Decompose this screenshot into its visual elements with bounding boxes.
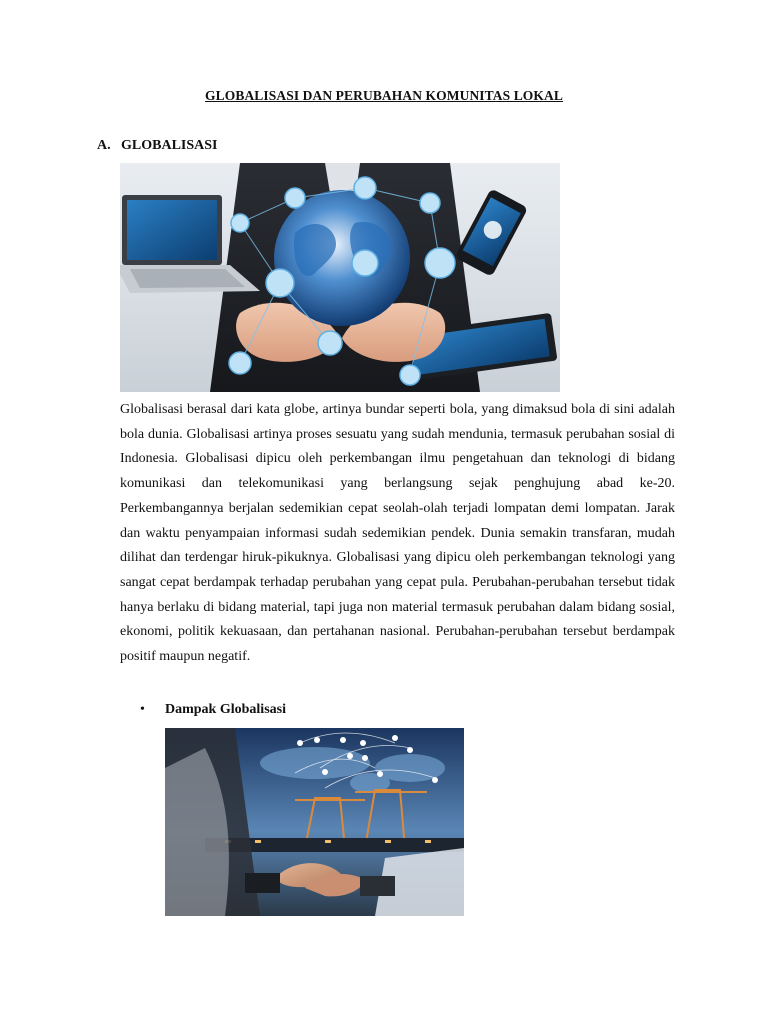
section-heading-text: GLOBALISASI (121, 138, 218, 153)
bullet-item (140, 702, 286, 718)
bullet-symbol: • (140, 702, 145, 717)
globalization-illustration (120, 163, 560, 392)
impact-illustration (165, 728, 464, 916)
globalization-impact-image (165, 728, 464, 916)
section-number: A. (97, 138, 111, 153)
globalization-technology-image (120, 163, 560, 392)
body-paragraph: Globalisasi berasal dari kata globe, artinya bundar seperti bola, yang dimaksud bola di sini adalah bola dunia. Globalisasi artinya proses sesuatu yang sudah mendunia, termasuk perubahan sosial di Indonesia. Globalisasi dipicu oleh perkembangan ilmu pengetahuan dan teknologi di bidang komunikasi dan telekomunikasi yang berlangsung sejak penghujung abad ke-20. Perkembangannya berjalan sedemikian cepat seolah-olah terjadi lompatan demi lompatan. Jarak dan waktu penyampaian informasi sudah sedemikian pendek. Dunia semakin transfaran, mudah dilihat dan terdengar hiruk-pikuknya. Globalisasi yang dipicu oleh perkembangan teknologi yang sangat cepat berdampak terhadap perubahan yang cepat pula. Perubahan-perubahan tersebut tidak hanya berlaku di bidang material, tapi juga non material termasuk perubahan dalam bidang sosial, ekonomi, politik kekuasaan, dan pertahanan nasional. Perubahan-perubahan tersebut berdampak positif maupun negatif. (120, 402, 675, 665)
section-heading (97, 138, 217, 154)
page-title: GLOBALISASI DAN PERUBAHAN KOMUNITAS LOKAL (205, 88, 563, 103)
bullet-label: Dampak Globalisasi (165, 702, 286, 717)
